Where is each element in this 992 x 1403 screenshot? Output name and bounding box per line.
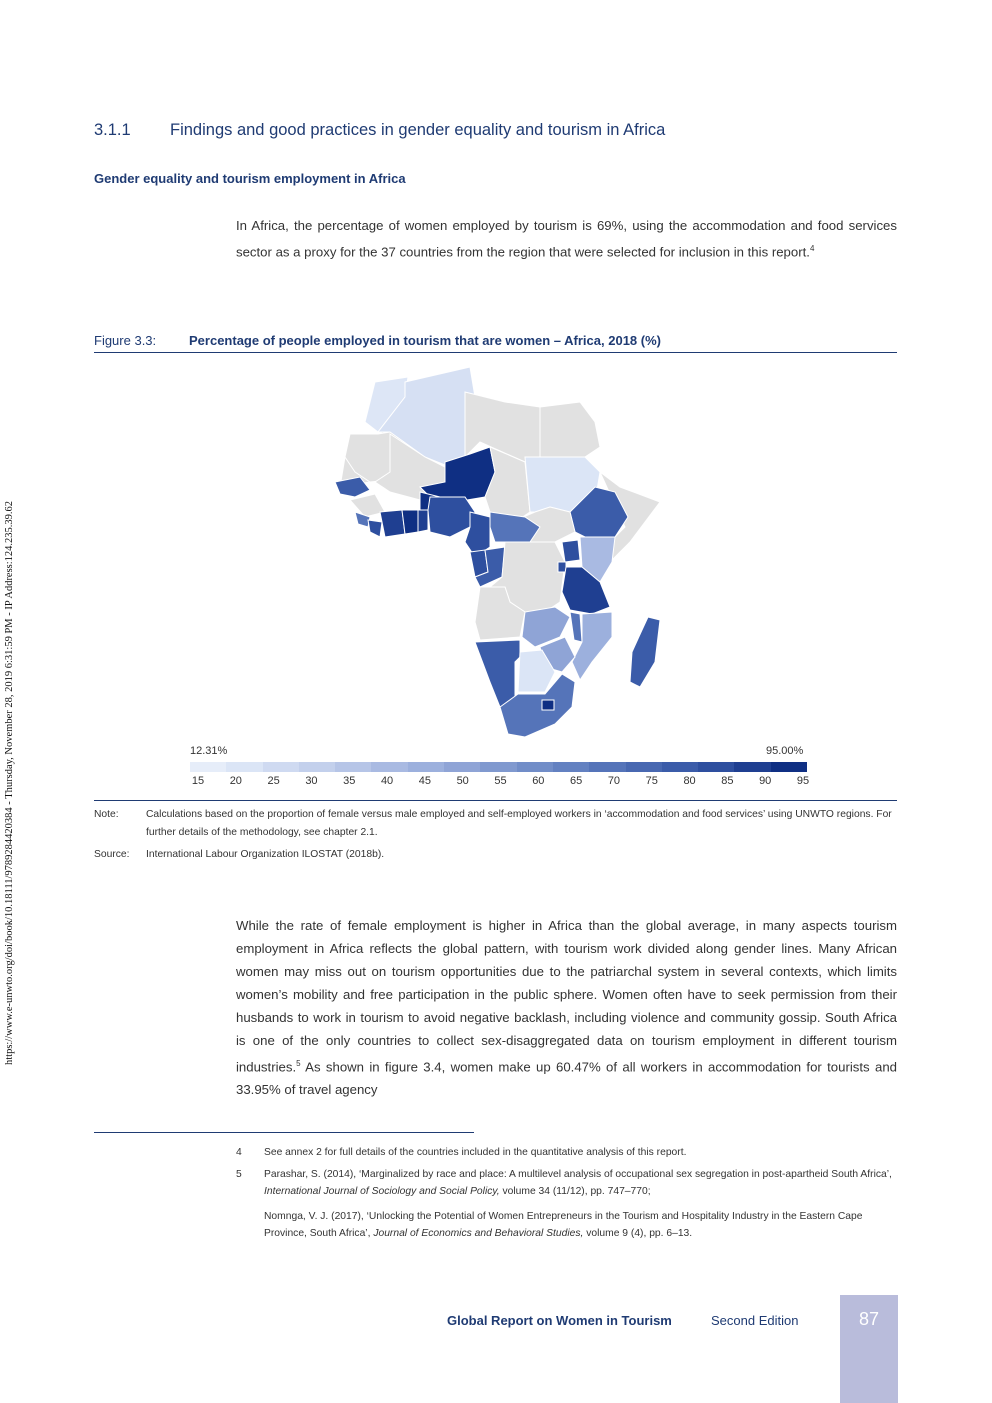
map-country-madagascar — [630, 617, 660, 687]
footnote-text: See annex 2 for full details of the countries included in the quantitative analysis of this report. — [264, 1147, 687, 1158]
scale-tick-25: 25 — [267, 775, 280, 787]
map-region-egypt — [540, 402, 600, 457]
section-number: 3.1.1 — [94, 121, 131, 139]
intro-paragraph — [236, 214, 897, 263]
footnote-text — [264, 1208, 897, 1242]
scale-tick-60: 60 — [532, 775, 545, 787]
citation-journal: Journal of Economics and Behavioral Studies, — [373, 1228, 584, 1239]
scale-swatch-90 — [734, 762, 770, 772]
scale-tick-30: 30 — [305, 775, 318, 787]
scale-tick-15: 15 — [191, 775, 205, 787]
scale-swatch-95 — [771, 762, 807, 772]
figure-note — [94, 806, 897, 842]
citation-volume: volume 34 (11/12), pp. 747–770; — [499, 1186, 651, 1197]
color-scale-ticks — [190, 775, 810, 789]
scale-tick-35: 35 — [343, 775, 356, 787]
scale-max-label: 95.00% — [766, 745, 804, 757]
scale-swatch-55 — [480, 762, 516, 772]
map-country-ghana — [402, 510, 418, 534]
color-scale-bar — [190, 762, 807, 772]
scale-tick-45: 45 — [418, 775, 431, 787]
scale-tick-85: 85 — [721, 775, 734, 787]
scale-tick-90: 90 — [759, 775, 772, 787]
figure-bottom-rule — [94, 800, 897, 801]
map-country-liberia — [368, 520, 382, 537]
scale-swatch-75 — [626, 762, 662, 772]
page-number: 87 — [840, 1295, 898, 1403]
footnote-4 — [236, 1144, 897, 1161]
scale-min-label: 12.31% — [190, 745, 228, 757]
body-paragraph — [236, 914, 897, 1101]
section-heading — [94, 121, 665, 140]
footnote-number: 5 — [236, 1169, 242, 1180]
scale-swatch-15 — [190, 762, 226, 772]
map-country-uganda — [562, 540, 580, 562]
section-title: Findings and good practices in gender equality and tourism in Africa — [170, 121, 666, 139]
footer-edition: Second Edition — [711, 1313, 799, 1328]
scale-swatch-60 — [517, 762, 553, 772]
map-country-lesotho — [542, 700, 554, 710]
figure-source — [94, 846, 897, 864]
scale-swatch-80 — [662, 762, 698, 772]
map-country-rwanda — [558, 562, 566, 572]
scale-swatch-40 — [371, 762, 407, 772]
scale-tick-40: 40 — [380, 775, 394, 787]
note-text: Calculations based on the proportion of female versus male employed and self-employed workers in ‘accommodation and food services’ using UNWTO regions. For further details of the methodology, see chapter 2.1. — [146, 809, 892, 838]
scale-tick-75: 75 — [645, 775, 658, 787]
figure-title: Percentage of people employed in tourism that are women – Africa, 2018 (%) — [189, 333, 661, 348]
footnote-ref-4[interactable]: 4 — [809, 244, 815, 253]
figure-header — [94, 333, 897, 353]
africa-choropleth-map — [330, 362, 670, 742]
subheading: Gender equality and tourism employment in Africa — [94, 171, 406, 186]
citation-volume: volume 9 (4), pp. 6–13. — [583, 1228, 693, 1239]
source-text: International Labour Organization ILOSTAT (2018b). — [146, 849, 385, 860]
source-label: Source: — [94, 849, 130, 860]
scale-tick-20: 20 — [229, 775, 242, 787]
footnote-number: 4 — [236, 1147, 242, 1158]
scale-swatch-65 — [553, 762, 589, 772]
scale-swatch-20 — [226, 762, 262, 772]
intro-text: In Africa, the percentage of women employed by tourism is 69%, using the accommodation and food services sector as a proxy for the 37 countries from the region that were selected for inclusion in this report. — [236, 218, 897, 260]
figure-label: Figure 3.3: — [94, 333, 157, 348]
scale-swatch-35 — [335, 762, 371, 772]
map-country-nigeria — [428, 497, 475, 537]
map-country-malawi — [570, 612, 582, 642]
footnote-rule — [94, 1132, 474, 1133]
footer-report-title: Global Report on Women in Tourism — [447, 1313, 672, 1328]
scale-tick-50: 50 — [456, 775, 469, 787]
scale-tick-95: 95 — [796, 775, 810, 787]
scale-tick-65: 65 — [570, 775, 583, 787]
note-label: Note: — [94, 809, 119, 820]
side-download-stamp: https://www.e-unwto.org/doi/book/10.18111/9789284420384 - Thursday, November 28, 2019 6:31:59 PM - IP Address:124.235.39.62 — [4, 500, 15, 1065]
footnote-5-continued — [236, 1208, 897, 1242]
citation-text: Parashar, S. (2014), ‘Marginalized by race and place: A multilevel analysis of occupational sex segregation in post-apartheid South Africa’, — [264, 1169, 892, 1180]
scale-swatch-45 — [408, 762, 444, 772]
citation-text: Nomnga, V. J. (2017), ‘Unlocking the Potential of Women Entrepreneurs in the Tourism and Hospitality Industry in the Eastern Cape Province, South Africa’, — [264, 1211, 863, 1239]
scale-swatch-70 — [589, 762, 625, 772]
footnote-ref-5[interactable]: 5 — [296, 1059, 301, 1068]
body-text-2: As shown in figure 3.4, women make up 60.47% of all workers in accommodation for tourists and 33.95% of travel agency — [236, 1059, 897, 1098]
footnote-number — [236, 1208, 264, 1242]
scale-tick-55: 55 — [494, 775, 507, 787]
footnote-5 — [236, 1166, 897, 1200]
scale-tick-70: 70 — [607, 775, 621, 787]
citation-journal: International Journal of Sociology and Social Policy, — [264, 1186, 500, 1197]
body-text-1: While the rate of female employment is higher in Africa than the global average, in many aspects tourism employment in Africa reflects the global pattern, with tourism work divided along gender lines. Many African women may miss out on tourism opportunities due to the patriarchal system in several contexts, which limits women’s mobility and free participation in the public sphere. Women often have to seek permission from their husbands to work in tourism to avoid negative backlash, including violence and community gossip. South Africa is one of the only countries to collect sex-disaggregated data on tourism employment in different tourism industries. — [236, 918, 897, 1075]
scale-swatch-25 — [263, 762, 299, 772]
map-country-togo-benin — [418, 510, 428, 532]
footnote-text — [264, 1166, 897, 1200]
scale-swatch-50 — [444, 762, 480, 772]
scale-swatch-30 — [299, 762, 335, 772]
map-country-cote-divoire — [380, 510, 405, 537]
scale-swatch-85 — [698, 762, 734, 772]
scale-tick-80: 80 — [683, 775, 696, 787]
